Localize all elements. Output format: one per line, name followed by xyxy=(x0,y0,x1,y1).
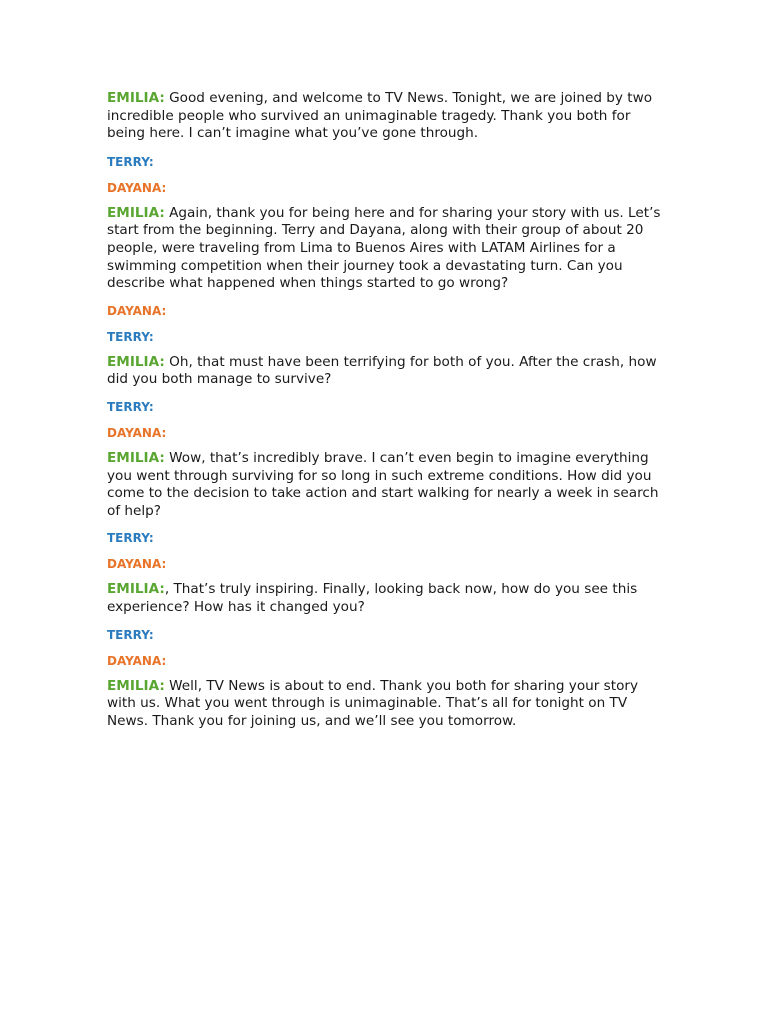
line-text: Well, TV News is about to end. Thank you both for sharing your story with us. What you went through is unimaginable. That’s all for tonight on TV News. Thank you for joining us, and we’ll see you tomorrow. xyxy=(107,677,643,729)
speaker-label: TERRY: xyxy=(107,329,154,344)
transcript-line xyxy=(107,581,663,616)
speaker-label: EMILIA: xyxy=(107,449,165,466)
speaker-label: EMILIA: xyxy=(107,353,165,370)
transcript-line xyxy=(107,450,663,520)
line-text: , That’s truly inspiring. Finally, looking back now, how do you see this experience? How has it changed you? xyxy=(107,581,642,615)
line-text: Good evening, and welcome to TV News. Tonight, we are joined by two incredible people who survived an unimaginable tragedy. Thank you both for being here. I can’t imagine what you’ve gone through. xyxy=(107,90,657,142)
transcript-line xyxy=(107,205,663,293)
speaker-label: DAYANA: xyxy=(107,653,167,668)
transcript-line xyxy=(107,530,663,546)
speaker-label: EMILIA: xyxy=(107,581,165,598)
line-text: Again, thank you for being here and for sharing your story with us. Let’s start from the beginning. Terry and Dayana, along with their group of about 20 people, were traveling from Lima to Buenos Aires with LATAM Airlines for a swimming competition when their journey took a devastating turn. Can you describe what happened when things started to go wrong? xyxy=(107,204,665,292)
transcript-line xyxy=(107,154,663,170)
line-text: Oh, that must have been terrifying for both of you. After the crash, how did you both manage to survive? xyxy=(107,353,661,388)
transcript-line xyxy=(107,180,663,196)
transcript-line xyxy=(107,354,663,389)
transcript-document xyxy=(107,90,663,730)
transcript-line xyxy=(107,425,663,441)
transcript-line xyxy=(107,303,663,319)
line-text: Wow, that’s incredibly brave. I can’t even begin to imagine everything you went through surviving for so long in such extreme conditions. How did you come to the decision to take action and start walking for nearly a week in search of help? xyxy=(107,449,663,519)
transcript-line xyxy=(107,556,663,572)
transcript-line xyxy=(107,653,663,669)
speaker-label: TERRY: xyxy=(107,531,154,546)
speaker-label: EMILIA: xyxy=(107,90,165,106)
speaker-label: TERRY: xyxy=(107,154,154,169)
speaker-label: DAYANA: xyxy=(107,180,167,195)
transcript-line xyxy=(107,678,663,731)
transcript-line xyxy=(107,329,663,345)
speaker-label: TERRY: xyxy=(107,627,154,642)
speaker-label: TERRY: xyxy=(107,399,154,414)
speaker-label: DAYANA: xyxy=(107,425,167,440)
transcript-line xyxy=(107,90,663,143)
transcript-line xyxy=(107,627,663,643)
speaker-label: EMILIA: xyxy=(107,204,165,221)
speaker-label: DAYANA: xyxy=(107,557,167,572)
speaker-label: EMILIA: xyxy=(107,677,165,694)
speaker-label: DAYANA: xyxy=(107,303,167,318)
transcript-line xyxy=(107,399,663,415)
